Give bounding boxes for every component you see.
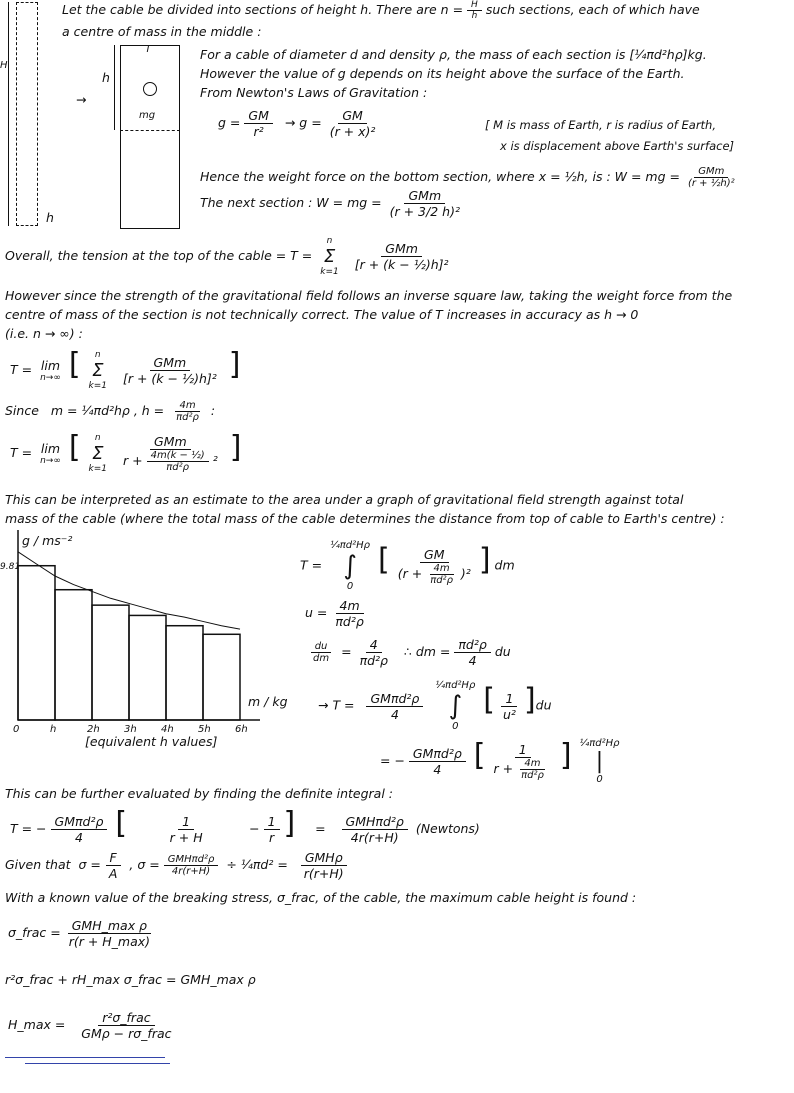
intro-line2: a centre of mass in the middle :	[62, 24, 262, 39]
underline	[25, 1063, 170, 1064]
bar	[92, 605, 129, 720]
gravity-equation: g = $\frac{GM}{\text{r²}}$ → g = $\frac{GM}{\text{(r + x)²}}$	[218, 108, 376, 139]
height-arrow-H	[8, 2, 9, 226]
bar	[203, 634, 240, 720]
x-tick-label: h	[50, 724, 57, 735]
stress-equation: Given that σ = $\frac{F}{A}$ , σ = $\frac{\text{GMHπd²ρ}}{4r(r+H)}$ ÷ ¼πd² = $\frac{\text{GMHρ}}{r(r+H)}$	[5, 850, 352, 881]
chart-xlabel: m / kg	[248, 694, 288, 709]
breaking-eq-1: σ_frac = $\frac{\text{GMH\_max ρ}}{r(r + H\_\max)}$	[8, 918, 151, 949]
note-line1: [ M is mass of Earth, r is radius of Earth,	[485, 118, 717, 132]
x-tick-label: 2h	[87, 724, 100, 735]
section-line2: However the value of g depends on its height above the surface of the Earth.	[200, 66, 685, 81]
bar	[129, 615, 166, 720]
section-height-arrow	[114, 45, 115, 130]
section-line1: For a cable of diameter d and density ρ, the mass of each section is [¼πd²hρ]kg.	[200, 47, 707, 62]
bar	[18, 566, 55, 720]
x-tick-label: 0	[13, 724, 20, 735]
x-tick-label: 5h	[198, 724, 211, 735]
chart-y-tick: 9.81	[0, 562, 21, 572]
tension-result: T = − $\frac{\text{GMπd²ρ}}{4}$ [ $\frac{1}{r + H}$ − $\frac{1}{r}$ ] = $\frac{\text{GMHπd²ρ}}{4r(r+H)}$ (Newtons)	[10, 806, 480, 845]
hence-line: Hence the weight force on the bottom section, where x = ½h, is : W = mg = $\frac{\text{GMm}}{\text{(r + ½h)²}}$	[200, 166, 735, 189]
centre-of-mass-icon	[143, 82, 157, 96]
x-tick-label: 6h	[235, 724, 248, 735]
overall-tension: Overall, the tension at the top of the cable = T = n Σ k=1 $\frac{\text{GMm}}{\text{[r + (k − ½)h]²}}$	[5, 236, 449, 277]
section-divider	[120, 130, 180, 131]
underline	[5, 1057, 165, 1058]
note-line2: x is displacement above Earth's surface]	[500, 139, 735, 153]
label-h: h	[102, 70, 110, 85]
limit-equation-1: T = lim n→∞ [ n Σ k=1 $\frac{\text{GMm}}{\text{[r + (k − ½)h]²}}$ ]	[10, 347, 241, 391]
x-tick-label: 3h	[124, 724, 137, 735]
integral-equation: T = ¼πd²Hρ ∫ 0 [ GM (r + $\frac{4m}{\text{πd²ρ}}$ )² ] dm	[300, 540, 515, 592]
interpret-line2: mass of the cable (where the total mass of the cable determines the distance from top of cable to Earth's centre) :	[5, 511, 725, 526]
chart-x-caption: [equivalent h values]	[85, 734, 218, 749]
label-T: T	[145, 44, 152, 55]
bar	[166, 626, 203, 720]
section-diagram	[120, 45, 180, 229]
however-line3: (i.e. n → ∞) :	[5, 326, 83, 341]
evaluated-integral: = − $\frac{\text{GMπd²ρ}}{4}$ [ 1 r + $\frac{4m}{\text{πd²ρ}}$ ] ¼πd²Hρ | 0	[380, 738, 620, 785]
however-line1: However since the strength of the gravitational field follows an inverse square law, taking the weight force from the	[5, 288, 733, 303]
bar	[55, 590, 92, 720]
breaking-stress-line: With a known value of the breaking stress, σ_frac, of the cable, the maximum cable height is found :	[5, 890, 637, 905]
label-mg: mg	[139, 110, 156, 121]
breaking-eq-2: r²σ_frac + rH_max σ_frac = GMH_max ρ	[5, 972, 256, 987]
intro-line1: Let the cable be divided into sections of height h. There are n = $\frac{H}{h}$ such sections, each of which have	[62, 0, 700, 21]
du-dm-equation: $\frac{du}{dm}$ = $\frac{4}{\text{πd²ρ}}$ ∴ dm = $\frac{\text{πd²ρ}}{4}$ du	[305, 637, 511, 668]
label-h-small: h	[46, 210, 54, 225]
arrow: →	[76, 92, 87, 107]
evaluate-line: This can be further evaluated by finding the definite integral :	[5, 786, 394, 801]
since-line: Since m = ¼πd²hρ , h = $\frac{4m}{\text{πd²ρ}}$ :	[5, 400, 216, 423]
u-substitution: u = $\frac{4m}{\text{πd²ρ}}$	[305, 598, 364, 629]
g-vs-mass-chart	[0, 525, 300, 755]
interpret-line1: This can be interpreted as an estimate to the area under a graph of gravitational field strength against total	[5, 492, 684, 507]
x-tick-label: 4h	[161, 724, 174, 735]
chart-ylabel: g / ms⁻²	[22, 533, 73, 548]
section-line3: From Newton's Laws of Gravitation :	[200, 85, 428, 100]
next-section-line: The next section : W = mg = $\frac{\text{GMm}}{\text{(r + 3/2 h)²}}$	[200, 188, 460, 219]
however-line2: centre of mass of the section is not technically correct. The value of T increases in accuracy as h → 0	[5, 307, 639, 322]
integral-u-equation: → T = $\frac{\text{GMπd²ρ}}{4}$ ¼πd²Hρ ∫ 0 [ $\frac{1}{\text{u²}}$ ]du	[318, 680, 552, 732]
cable-sections-diagram	[16, 2, 38, 226]
label-H: H	[0, 60, 8, 71]
max-height-equation: H_max = $\frac{\text{r²σ\_frac}}{\text{GMρ − rσ\_frac}}$	[8, 1010, 172, 1041]
limit-equation-2: T = lim n→∞ [ n Σ k=1 GMm r + $\frac{\text{4m(k − ½)}}{\text{πd²ρ}}$ ² ]	[10, 430, 242, 474]
